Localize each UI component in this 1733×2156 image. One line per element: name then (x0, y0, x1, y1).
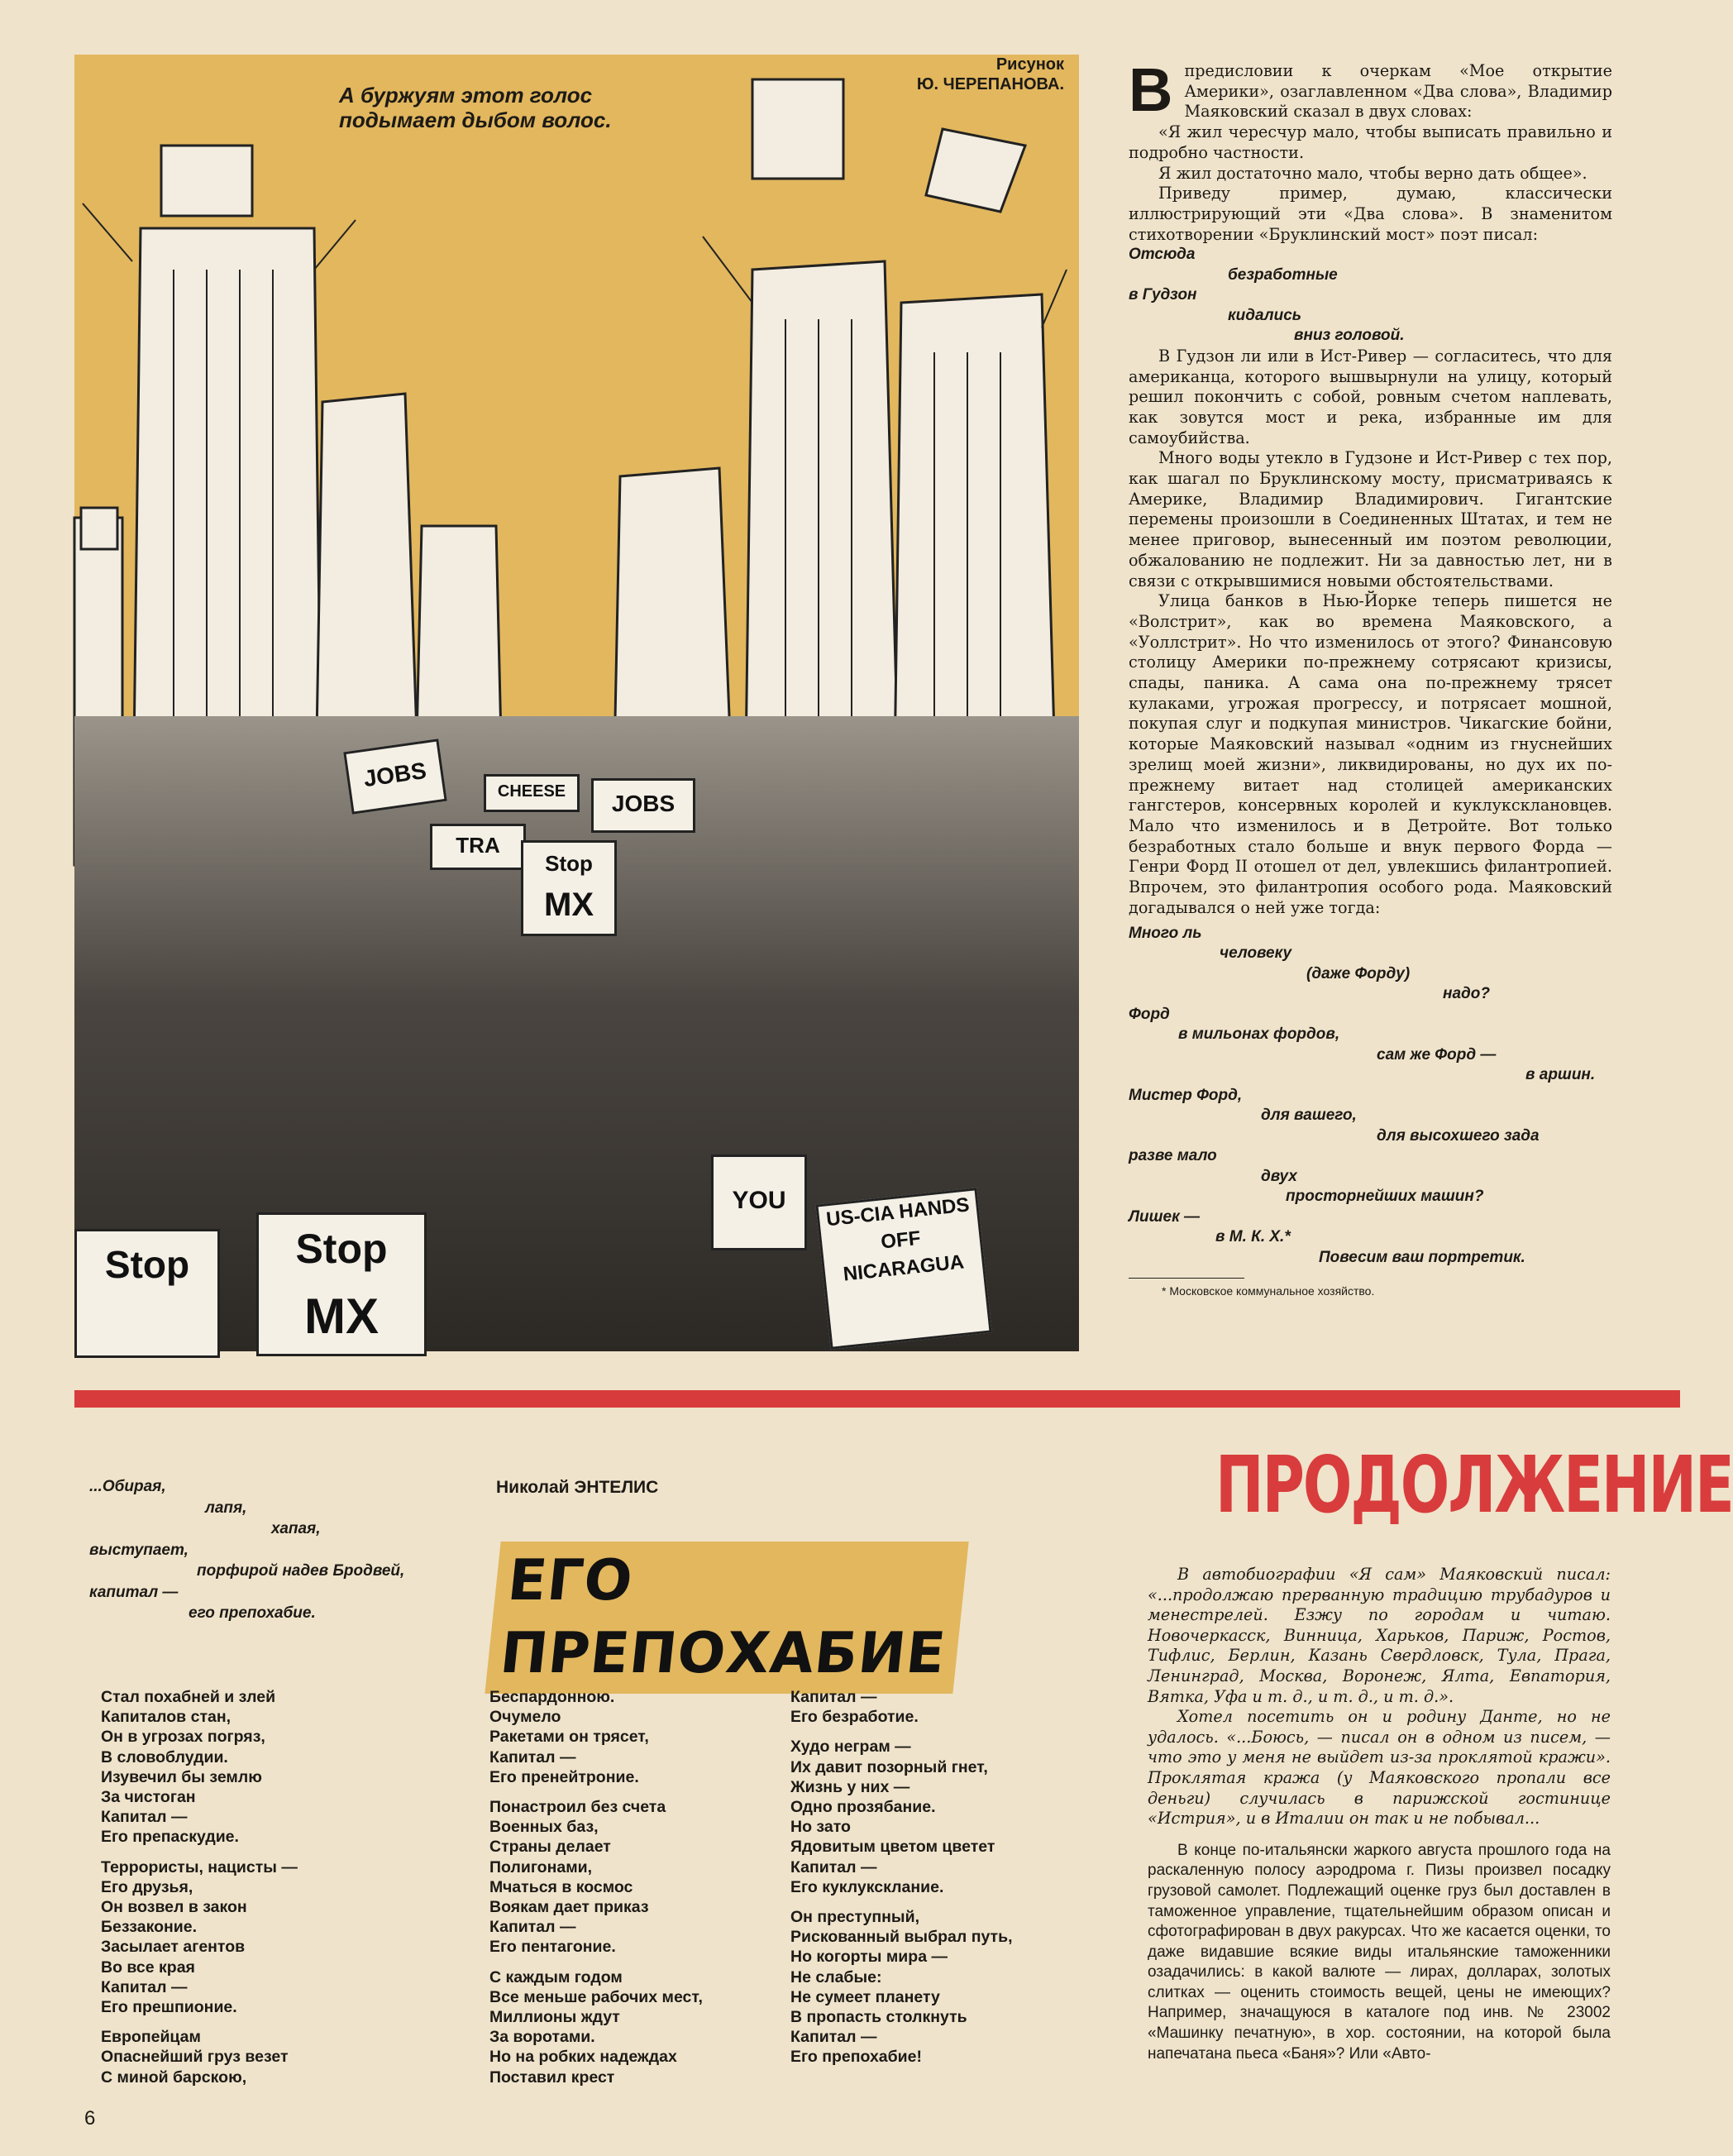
verse-line: Его пренейтроние. (489, 1767, 639, 1786)
verse-line: Его пентагоние. (489, 1938, 616, 1957)
verse-line: Капитал — (489, 1918, 576, 1937)
verse-line: (даже Форду) (1306, 964, 1411, 982)
verse-line: С каждым годом (489, 1967, 623, 1986)
verse-line: Рискованный выбрал путь, (790, 1928, 1013, 1947)
paragraph: Приведу пример, думаю, классически иллюстрирующий эти «Два слова». В знаменитом стихотворении «Бруклинский мост» поэт писал: (1129, 184, 1612, 244)
sign-cheese: CHEESE (484, 774, 580, 812)
verse-line: Капитал — (790, 2028, 877, 2047)
sign-stop-mx-large (256, 1212, 427, 1356)
paragraph: Я жил достаточно мало, чтобы верно дать общее». (1158, 163, 1587, 183)
caption-line: подымает дыбом волос. (339, 108, 612, 132)
verse-line: Его безработие. (790, 1708, 919, 1727)
epigraph-line: порфирой надев Бродвей, (197, 1562, 405, 1580)
continuation-title: ПРОДОЛЖЕНИЕ (1215, 1439, 1733, 1531)
verse-line: Худо неграм — (790, 1738, 911, 1757)
verse-line: Стал похабней и злей (101, 1688, 276, 1706)
poem-title-text: ЕГО ПРЕПОХАБИЕ (485, 1542, 969, 1694)
stanza (489, 1967, 804, 2087)
stanza (790, 1737, 1105, 1897)
verse-line: Ядовитым цветом цветет (790, 1838, 995, 1857)
epigraph-line: его препохабие. (189, 1604, 316, 1622)
verse-line: двух (1261, 1167, 1297, 1185)
verse-line: Понастроил без счета (489, 1798, 666, 1817)
verse-line: Капитал — (790, 1688, 877, 1706)
poem-title (493, 1542, 949, 1686)
verse-line: разве мало (1129, 1147, 1217, 1165)
verse-line: Но на робких надеждах (489, 2048, 677, 2067)
epigraph-line: капитал — (89, 1583, 179, 1601)
verse-line: просторнейших машин? (1286, 1188, 1484, 1206)
stanza (489, 1797, 804, 1958)
stanza (101, 1857, 415, 2018)
verse-line: Его друзья, (101, 1877, 193, 1896)
verse-line: Его препохабие! (790, 2048, 922, 2067)
verse-line: За чистоган (101, 1788, 196, 1807)
paragraph: Улица банков в Нью-Йорке теперь пишется не «Волстрит», как во времена Маяковского, а «Уоллстрит». Но что изменилось от этого? Финансовую столицу Америки по-прежнему сотрясают кризисы, спады, паника. А сама она по-прежнему трясет кулаками, угрожая прогрессу, и потрясает мошной, покупая слуг и подкупая министров. Чикагские бойни, которые Маяковский называл «одним из гнуснейших зрелищ моей жизни», ликвидированы, но дух их по-прежнему витает над столицей американских гангстеров, консервных королей и куклуксклановцев. Мало что изменилось и в Детройте. Вот только безработных стало больше и внук первого Форда — Генри Форд II отошел от дел, увлекшись филантропией. Впрочем, это филантропия особого рода. Маяковский догадывался о ней уже тогда: (1129, 591, 1612, 917)
verse-line: Беспардонною. (489, 1688, 615, 1706)
sign-stop-text: Stop (104, 1243, 190, 1286)
verse-line: Мистер Форд, (1129, 1086, 1243, 1104)
verse-line: В пропасть столкнуть (790, 2008, 967, 2027)
credit-line: Рисунок (995, 55, 1064, 74)
verse-line: Но зато (790, 1818, 851, 1837)
epigraph-line: лапя, (205, 1499, 247, 1517)
footnote: * Московское коммунальное хозяйство. (1162, 1284, 1375, 1298)
paragraph: «Я жил чересчур мало, чтобы выписать правильно и подробно частности. (1129, 122, 1612, 162)
sign-you: YOU (711, 1154, 807, 1250)
verse-line: Он в угрозах погряз, (101, 1728, 265, 1747)
verse-line: Все меньше рабочих мест, (489, 1987, 703, 2006)
verse-line: Европейцам (101, 2028, 201, 2047)
verse-line: человеку (1220, 944, 1292, 963)
sign-mx-text: MX (304, 1288, 379, 1344)
verse-line: Не сумеет планету (790, 1987, 940, 2006)
verse-line: Военных баз, (489, 1818, 599, 1837)
sign-stop-left (74, 1229, 220, 1358)
verse-line: Его куклуксклание. (790, 1877, 944, 1896)
verse-quote-1 (1129, 245, 1612, 347)
verse-line: Но когорты мира — (790, 1948, 948, 1967)
sign-jobs-2: JOBS (591, 778, 695, 833)
verse-line: С миной барскою, (101, 2068, 247, 2087)
epigraph-line: ...Обирая, (89, 1478, 166, 1495)
sign-stop-text: Stop (295, 1226, 388, 1272)
verse-line: в Гудзон (1129, 286, 1197, 304)
verse-line: в аршин. (1525, 1066, 1596, 1084)
verse-line: Жизнь у них — (790, 1777, 910, 1796)
verse-line: Форд (1129, 1005, 1170, 1023)
verse-line: Изувечил бы землю (101, 1767, 262, 1786)
verse-line: Террористы, нацисты — (101, 1857, 298, 1876)
caption-line: А буржуям этот голос (339, 83, 593, 108)
stanza (790, 1907, 1105, 2068)
verse-line: надо? (1443, 985, 1490, 1003)
verse-line: для высохшего зада (1377, 1126, 1540, 1145)
verse-line: вниз головой. (1294, 327, 1405, 345)
paragraph: В автобиографии «Я сам» Маяковский писал: «...продолжаю прерванную традицию трубадуров и менестрелей. Езжу по городам и читаю. Новочеркасск, Винница, Харьков, Париж, Ростов, Тифлис, Берлин, Казань Свердловск, Тула, Прага, Ленинград, Москва, Воронеж, Ялта, Евпатория, Вятка, Уфа и т. д., и т. д., и т. д.». (1148, 1565, 1611, 1706)
verse-line: Он возвел в закон (101, 1898, 247, 1917)
verse-line: Их давит позорный гнет, (790, 1757, 988, 1776)
stanza (489, 1687, 804, 1787)
illustration-credit (833, 55, 1064, 94)
illustration (74, 55, 1079, 1351)
verse-line: Миллионы ждут (489, 2008, 620, 2027)
verse-line: Капитал — (790, 1857, 877, 1876)
verse-line: Его прешпионие. (101, 1998, 237, 2017)
poem-column-1 (101, 1687, 415, 2097)
verse-line: Отсюда (1129, 246, 1196, 264)
verse-line: Беззаконие. (101, 1918, 198, 1937)
continuation-text (1148, 1565, 1611, 2064)
verse-line: Во все края (101, 1958, 195, 1977)
credit-line: Ю. ЧЕРЕПАНОВА. (916, 75, 1064, 93)
stanza (790, 1687, 1105, 1727)
verse-line: Очумело (489, 1708, 561, 1727)
verse-line: сам же Форд — (1377, 1045, 1497, 1064)
epigraph-line: выступает, (89, 1541, 189, 1559)
verse-line: в мильонах фордов, (1178, 1025, 1340, 1044)
paragraph: Хотел посетить он и родину Данте, но не удалось. «...Боюсь, — писал он в одном из писем, — что это у меня не выйдет из-за проклятой кражи». Проклятая кража (у Маяковского пропали все деньги) случилась в парижской гостинице «Истрия», и в Италии он так и не побывал... (1148, 1707, 1611, 1829)
verse-line: Капиталов стан, (101, 1708, 232, 1727)
epigraph (89, 1476, 486, 1624)
sign-jobs: JOBS (343, 739, 446, 814)
paragraph-text: предисловии к очеркам «Мое открытие Америки», озаглавленном «Два слова», Владимир Маяковский сказал в двух словах: (1184, 61, 1612, 122)
paragraph: В Гудзон ли или в Ист-Ривер — согласитесь, что для американца, которого вышвырнули на улицу, который решил покончить с собой, ровным счетом наплевать, как зовутся мост и река, избранные им для самоубийства. (1129, 346, 1612, 447)
verse-line: для вашего, (1261, 1107, 1357, 1125)
verse-line: Много ль (1129, 924, 1202, 942)
verse-line: Не слабые: (790, 1967, 882, 1986)
verse-line: безработные (1228, 265, 1338, 284)
red-divider (74, 1390, 1680, 1408)
verse-line: Опаснейший груз везет (101, 2048, 289, 2067)
verse-line: Лишек — (1129, 1207, 1201, 1226)
verse-line: За воротами. (489, 2028, 595, 2047)
verse-line: Капитал — (101, 1808, 188, 1827)
verse-line: Капитал — (101, 1977, 188, 1996)
sign-tra: TRA (430, 824, 526, 870)
verse-line: кидались (1228, 306, 1302, 324)
verse-line: Мчаться в космос (489, 1877, 633, 1896)
verse-line: Поставил крест (489, 2068, 615, 2087)
footnote-rule (1129, 1278, 1244, 1279)
verse-line: Ракетами он трясет, (489, 1728, 649, 1747)
verse-line: Капитал — (489, 1747, 576, 1766)
poem-column-3 (790, 1687, 1105, 2077)
verse-line: Он преступный, (790, 1908, 919, 1927)
poem-column-2 (489, 1687, 804, 2097)
sign-stop-mx (521, 840, 617, 936)
paragraph: Много воды утекло в Гудзоне и Ист-Ривер с тех пор, как шагал по Бруклинскому мосту, присматриваясь к Америке, Владимир Владимирович. Гигантские перемены произошли в Соединенных Штатах, и тем не менее приговор, вынесенный им поэтом революции, обжалованию не подлежит. Ни за давностью лет, ни в связи с открывшимися новыми обстоятельствами. (1129, 448, 1612, 590)
page-number: 6 (84, 2107, 96, 2130)
verse-line: Его препаскудие. (101, 1828, 239, 1847)
sign-stop-text: Stop (545, 851, 593, 876)
drop-cap: В (1129, 55, 1173, 124)
illustration-caption (339, 83, 686, 132)
verse-line: в М. К. Х.* (1215, 1228, 1291, 1246)
paragraph (1129, 55, 1612, 124)
stanza (101, 1687, 415, 1848)
poem-author: Николай ЭНТЕЛИС (496, 1478, 659, 1497)
sign-mx-text: MX (544, 887, 594, 923)
verse-quote-2 (1129, 924, 1612, 1269)
epigraph-line: хапая, (271, 1520, 321, 1537)
article-top (1129, 55, 1612, 1298)
verse-line: Засылает агентов (101, 1938, 246, 1957)
verse-line: Воякам дает приказ (489, 1898, 649, 1917)
sign-hands-off: US-CIA HANDS OFF NICARAGUA (815, 1188, 991, 1350)
verse-line: Полигонами, (489, 1857, 593, 1876)
verse-line: Одно прозябание. (790, 1798, 936, 1817)
stanza (101, 2027, 415, 2087)
verse-line: Повесим ваш портретик. (1319, 1248, 1525, 1266)
verse-line: Страны делает (489, 1838, 611, 1857)
verse-line: В словоблудии. (101, 1747, 228, 1766)
paragraph: В конце по-итальянски жаркого августа прошлого года на раскаленную полосу аэродрома г. Пизы произвел посадку грузовой самолет. Подлежащий оценке груз был доставлен в таможенное управление, тщательнейшим образом описан и сфотографирован в двух ракурсах. Что же касается оценки, то даже видавшие всякие виды итальянские таможенники озадачились: в какой валюте — лирах, долларах, золотых слитках — оценить стоимость вещей, цены не имеющих? Например, значащуюся в каталоге под инв. № 23002 «Машинку печатную», в хор. состоянии, на которой была напечатана пьеса «Баня»? Или «Авто- (1148, 1841, 1611, 2063)
